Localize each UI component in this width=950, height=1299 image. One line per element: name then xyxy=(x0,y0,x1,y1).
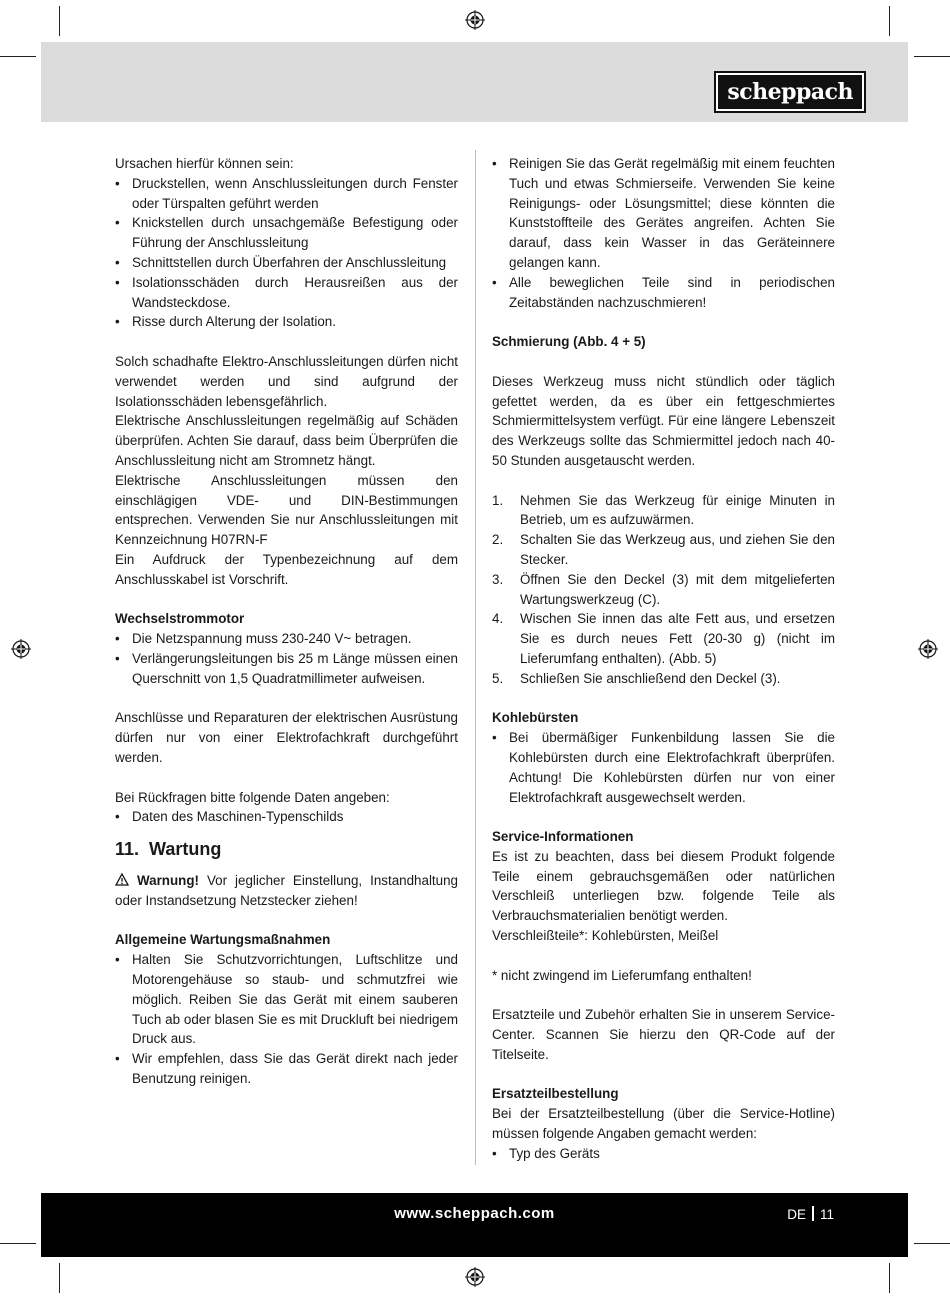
registration-mark-icon xyxy=(918,639,938,659)
data-list xyxy=(115,807,458,827)
crop-mark xyxy=(59,6,60,36)
step-text: Schalten Sie das Werkzeug aus, und ziehen Sie den Stecker. xyxy=(520,532,835,567)
list-item: • Risse durch Alterung der Isolation. xyxy=(115,312,458,332)
section-heading: Ersatzteilbestellung xyxy=(492,1086,619,1102)
warning-label: Warnung! xyxy=(137,873,199,889)
paragraph: Ein Aufdruck der Typenbezeichnung auf dem Anschlusskabel ist Vorschrift. xyxy=(115,551,458,587)
list-item: • Verlängerungsleitungen bis 25 m Länge müssen einen Querschnitt von 1,5 Quadratmillimeter aufweisen. xyxy=(115,649,458,689)
chapter-name: Wartung xyxy=(149,839,222,860)
step-number: 2. xyxy=(492,532,504,548)
list-item: • Schnittstellen durch Überfahren der Anschlussleitung xyxy=(115,253,458,273)
section-heading: Kohlebürsten xyxy=(492,710,579,726)
list-item: • Die Netzspannung muss 230-240 V~ betragen. xyxy=(115,629,458,649)
list-item xyxy=(492,530,835,570)
list-item xyxy=(492,609,835,668)
paragraph: Solch schadhafte Elektro-Anschlussleitungen dürfen nicht verwendet werden und sind aufgrund der Isolationsschäden lebensgefährlich. xyxy=(115,353,458,409)
section-heading: Wechselstrommotor xyxy=(115,611,245,627)
footer-band xyxy=(41,1193,908,1257)
general-maintenance-list xyxy=(115,950,458,1089)
right-column xyxy=(492,154,835,1164)
crop-mark xyxy=(889,6,890,36)
footnote: * nicht zwingend im Lieferumfang enthalten! xyxy=(492,967,752,983)
step-number: 4. xyxy=(492,611,504,627)
brand-logo: scheppach xyxy=(716,73,864,111)
list-item: • Daten des Maschinen-Typenschilds xyxy=(115,807,458,827)
list-item: • Druckstellen, wenn Anschlussleitungen durch Fenster oder Türspalten geführt werden xyxy=(115,174,458,214)
list-item xyxy=(492,570,835,610)
step-text: Nehmen Sie das Werkzeug für einige Minuten in Betrieb, um es aufzuwärmen. xyxy=(520,492,835,528)
registration-mark-icon xyxy=(11,639,31,659)
lubrication-steps xyxy=(492,491,835,689)
page-separator xyxy=(812,1206,814,1221)
website-link[interactable]: www.scheppach.com xyxy=(394,1205,555,1222)
step-text: Öffnen Sie den Deckel (3) mit dem mitgelieferten Wartungswerkzeug (C). xyxy=(520,571,835,607)
chapter-number: 11. xyxy=(115,839,140,860)
causes-intro: Ursachen hierfür können sein: xyxy=(115,156,294,171)
crop-mark xyxy=(0,56,36,57)
warning-note xyxy=(115,871,458,911)
section-heading: Schmierung (Abb. 4 + 5) xyxy=(492,334,646,350)
paragraph: Es ist zu beachten, dass bei diesem Produkt folgende Teile einem gebrauchsgemäßen oder natürlichen Verschleiß unterliegen bzw. folgende Teile als Verbrauchsmaterialien benötigt werden. xyxy=(492,848,835,924)
chapter-title xyxy=(115,837,458,861)
step-text: Wischen Sie innen das alte Fett aus, und ersetzen Sie es durch neues Fett (20-30 g) (nicht im Lieferumfang enthalten). (Abb. 5) xyxy=(520,611,835,666)
brush-list xyxy=(492,728,835,807)
crop-mark xyxy=(59,1263,60,1293)
list-item: • Reinigen Sie das Gerät regelmäßig mit einem feuchten Tuch und etwas Schmierseife. Verwenden Sie keine Reinigungs- oder Lösungsmittel; diese könnten die Kunststoffteile des Gerätes angreifen. Achten Sie darauf, dass kein Wasser in das Geräteinnere gelangen kann. xyxy=(492,154,835,273)
paragraph: Bei der Ersatzteilbestellung (über die Service-Hotline) müssen folgende Angaben gemacht werden: xyxy=(492,1106,835,1142)
crop-mark xyxy=(914,56,950,57)
list-item: • Bei übermäßiger Funkenbildung lassen Sie die Kohlebürsten durch eine Elektrofachkraft überprüfen. Achtung! Die Kohlebürsten dürfen nur von einer Elektrofachkraft ausgewechselt werden. xyxy=(492,728,835,807)
crop-mark xyxy=(0,1243,36,1244)
step-number: 5. xyxy=(492,670,504,686)
section-heading: Service-Informationen xyxy=(492,829,634,845)
step-number: 3. xyxy=(492,571,504,587)
page-indicator xyxy=(787,1206,834,1222)
step-number: 1. xyxy=(492,492,504,508)
paragraph: Ersatzteile und Zubehör erhalten Sie in unserem Service-Center. Scannen Sie hierzu den QR-Code auf der Titelseite. xyxy=(492,1007,835,1062)
registration-mark-icon xyxy=(465,10,485,30)
warning-text: Vor jeglicher Einstellung, Instandhaltung oder Instandsetzung Netzstecker ziehen! xyxy=(115,873,458,908)
list-item: • Typ des Geräts xyxy=(492,1144,835,1164)
list-item: • Alle beweglichen Teile sind in periodischen Zeitabständen nachzuschmieren! xyxy=(492,273,835,313)
header-band xyxy=(41,42,908,122)
step-text: Schließen Sie anschließend den Deckel (3). xyxy=(520,670,781,686)
page-number: 11 xyxy=(819,1207,834,1222)
motor-list xyxy=(115,629,458,688)
warning-triangle-icon xyxy=(115,873,129,886)
list-item xyxy=(492,491,835,531)
cleaning-list xyxy=(492,154,835,312)
wear-parts: Verschleißteile*: Kohlebürsten, Meißel xyxy=(492,928,719,944)
paragraph: Bei Rückfragen bitte folgende Daten angeben: xyxy=(115,789,390,805)
paragraph: Dieses Werkzeug muss nicht stündlich oder täglich gefettet werden, da es über ein fettgeschmiertes Schmiermittelsystem verfügt. Für eine längere Lebenszeit des Werkzeugs sollte das Schmiermittel jedoch nach 40-50 Stunden ausgetauscht werden. xyxy=(492,373,835,468)
crop-mark xyxy=(889,1263,890,1293)
registration-mark-icon xyxy=(465,1267,485,1287)
list-item xyxy=(492,669,835,689)
list-item: • Knickstellen durch unsachgemäße Befestigung oder Führung der Anschlussleitung xyxy=(115,213,458,253)
list-item: • Wir empfehlen, dass Sie das Gerät direkt nach jeder Benutzung reinigen. xyxy=(115,1049,458,1089)
left-column xyxy=(115,154,458,1089)
paragraph: Elektrische Anschlussleitungen regelmäßig auf Schäden überprüfen. Achten Sie darauf, dass beim Überprüfen die Anschlussleitung nicht am Stromnetz hängt. xyxy=(115,413,458,468)
list-item: • Isolationsschäden durch Herausreißen aus der Wandsteckdose. xyxy=(115,273,458,313)
language-code: DE xyxy=(787,1207,806,1222)
paragraph: Anschlüsse und Reparaturen der elektrischen Ausrüstung dürfen nur von einer Elektrofachkraft durchgeführt werden. xyxy=(115,710,458,765)
column-divider xyxy=(475,150,476,1165)
causes-list xyxy=(115,174,458,332)
list-item: • Halten Sie Schutzvorrichtungen, Luftschlitze und Motorengehäuse so staub- und schmutzfrei wie möglich. Reiben Sie das Gerät mit einem sauberen Tuch ab oder blasen Sie es mit Druckluft bei niedrigem Druck aus. xyxy=(115,950,458,1049)
order-list xyxy=(492,1144,835,1164)
section-heading: Allgemeine Wartungsmaßnahmen xyxy=(115,932,331,948)
paragraph: Elektrische Anschlussleitungen müssen den einschlägigen VDE- und DIN-Bestimmungen entsprechen. Verwenden Sie nur Anschlussleitungen mit Kennzeichnung H07RN-F xyxy=(115,472,458,548)
crop-mark xyxy=(914,1243,950,1244)
